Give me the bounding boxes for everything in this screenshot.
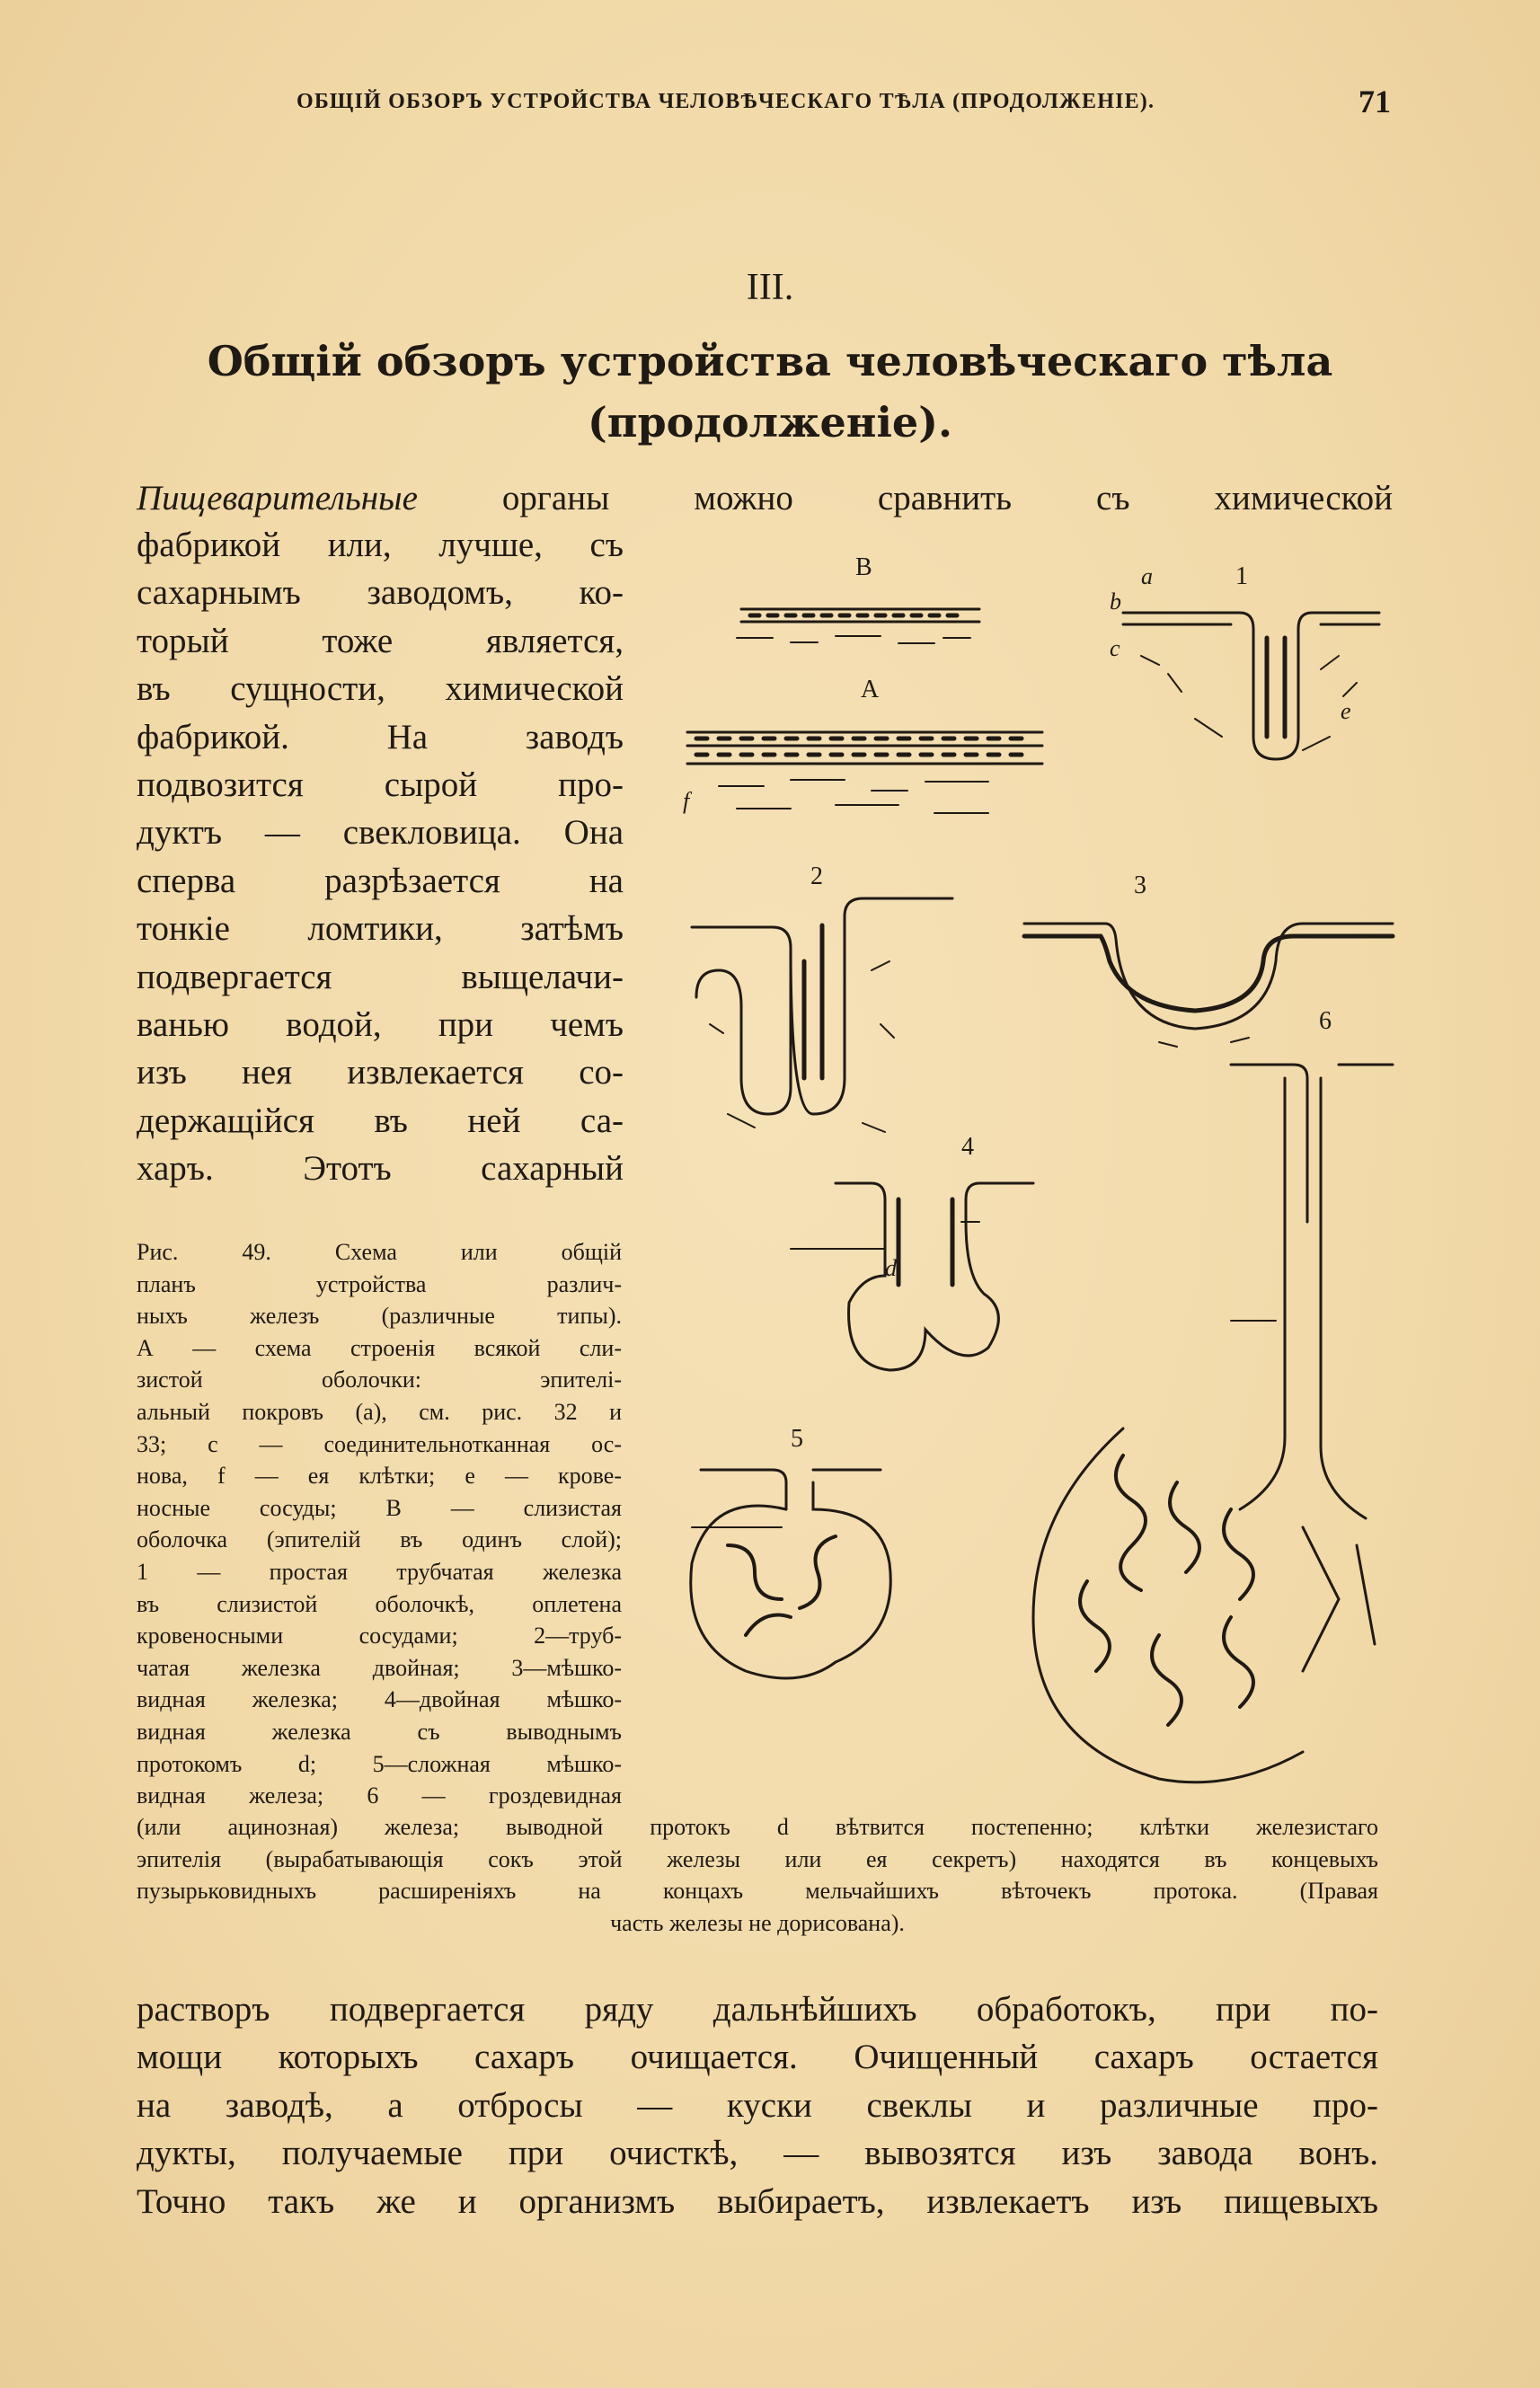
label-c: c <box>1110 635 1120 661</box>
caption-line: видная железа; 6 — гроздевидная <box>137 1782 622 1809</box>
caption-line: чатая железка двойная; 3—мѣшко- <box>137 1654 622 1681</box>
caption-line: эпителія (вырабатывающія сокъ этой железы или ея секретъ) находятся въ концевыхъ <box>137 1845 1378 1872</box>
label-b: B <box>855 553 872 581</box>
text-line: харъ. Этотъ сахарный <box>137 1149 624 1189</box>
caption-line: 1 — простая трубчатая железка <box>137 1558 622 1585</box>
caption-line: зистой оболочки: эпителі- <box>137 1366 622 1393</box>
caption-line: планъ устройства различ- <box>137 1270 622 1297</box>
text-line: подвозится сырой про- <box>137 765 624 805</box>
text-line: сперва разрѣзается на <box>137 861 624 900</box>
caption-line: часть железы не дорисована). <box>610 1909 905 1936</box>
text-line: подвергается выщелачи- <box>137 957 624 996</box>
panel-3-saccular <box>1024 924 1393 1047</box>
label-3: 3 <box>1134 871 1146 899</box>
section-title <box>135 331 1405 453</box>
panel-6-racemose <box>1033 1065 1393 1782</box>
text-line: фабрикой или, лучше, съ <box>137 526 624 564</box>
caption-line: видная железка съ выводнымъ <box>137 1718 622 1745</box>
label-b-lower: b <box>1110 588 1121 615</box>
text-line: изъ нея извлекается со- <box>137 1053 624 1092</box>
text-line: дукты, получаемые при очисткѣ, — вывозятся изъ завода вонъ. <box>137 2134 1378 2173</box>
figure-caption-left <box>137 1236 622 1812</box>
caption-line: носные сосуды; В — слизистая <box>137 1494 622 1521</box>
label-5: 5 <box>791 1425 803 1453</box>
intro-line <box>137 476 1393 521</box>
caption-line: кровеносными сосудами; 2—труб- <box>137 1623 622 1649</box>
text-line: на заводѣ, а отбросы — куски свеклы и различные про- <box>137 2085 1378 2125</box>
text-line: дуктъ — свекловица. Она <box>137 813 624 853</box>
label-1: 1 <box>1235 562 1248 590</box>
label-f: f <box>683 788 690 814</box>
body-text-bottom <box>137 1986 1378 2225</box>
text-line: держащійся въ ней са- <box>137 1101 624 1140</box>
caption-line: въ слизистой оболочкѣ, оплетена <box>137 1590 622 1617</box>
text-line: торый тоже является, <box>137 621 624 660</box>
caption-line: альный покровъ (а), см. рис. 32 и <box>137 1398 622 1425</box>
caption-line: пузырьковидныхъ расширеніяхъ на концахъ мельчайшихъ вѣточекъ протока. (Правая <box>137 1878 1378 1905</box>
panel-a-mucosa <box>687 732 1042 813</box>
caption-line: 33; с — соединительнотканная ос- <box>137 1430 622 1457</box>
caption-line: Рис. 49. Схема или общій <box>137 1239 622 1265</box>
text-line: мощи которыхъ сахаръ очищается. Очищенный сахаръ остается <box>137 2038 1378 2077</box>
text-line: ванью водой, при чемъ <box>137 1005 624 1045</box>
section-title-line-2: (продолженіе). <box>588 398 952 447</box>
running-head: ОБЩІЙ ОБЗОРЪ УСТРОЙСТВА ЧЕЛОВѢЧЕСКАГО ТѢЛА (ПРОДОЛЖЕНІЕ). <box>296 90 1155 113</box>
caption-line: А — схема строенія всякой сли- <box>137 1334 622 1361</box>
left-column-text <box>137 521 624 1193</box>
label-4: 4 <box>961 1133 974 1161</box>
text-line: растворъ подвергается ряду дальнѣйшихъ обработокъ, при по- <box>137 1990 1378 2029</box>
gland-diagram <box>656 539 1402 1797</box>
caption-line: нова, f — ея клѣтки; е — крове- <box>137 1463 622 1490</box>
page-number: 71 <box>1359 84 1391 119</box>
panel-5-compound-saccular <box>691 1470 891 1678</box>
caption-line: ныхъ железъ (различные типы). <box>137 1303 622 1330</box>
panel-b-mucosa <box>737 609 979 643</box>
label-e: e <box>1341 698 1351 724</box>
section-number: III. <box>746 267 794 308</box>
caption-line: видная железка; 4—двойная мѣшко- <box>137 1686 622 1713</box>
figure-caption-full <box>137 1811 1378 1939</box>
label-6: 6 <box>1319 1007 1332 1035</box>
text-line: Точно такъ же и организмъ выбираетъ, извлекаетъ изъ пищевыхъ <box>137 2181 1378 2221</box>
label-a: a <box>1141 563 1153 589</box>
label-a-upper: A <box>861 676 880 703</box>
label-d: d <box>885 1255 897 1281</box>
panel-2-double-tubular <box>692 898 952 1132</box>
label-2: 2 <box>810 862 823 890</box>
text-line: фабрикой. На заводъ <box>137 717 624 756</box>
section-title-line-1: Общій обзоръ устройства человѣческаго тѣла <box>207 337 1333 385</box>
intro-rest: органы можно сравнить съ химической <box>417 479 1393 517</box>
panel-4-double-saccular <box>791 1183 1033 1370</box>
caption-line: протокомъ d; 5—сложная мѣшко- <box>137 1750 622 1777</box>
text-line: въ сущности, химической <box>137 669 624 709</box>
panel-1-tubular-gland <box>1123 613 1379 759</box>
text-line: сахарнымъ заводомъ, ко- <box>137 573 624 613</box>
caption-line: оболочка (эпителій въ одинъ слой); <box>137 1526 622 1553</box>
text-line: тонкіе ломтики, затѣмъ <box>137 909 624 949</box>
gland-diagram-figure <box>656 539 1402 1797</box>
intro-italic-word: Пищеварительные <box>137 479 418 517</box>
caption-line: (или ацинозная) железа; выводной протокъ d вѣтвится постепенно; клѣтки железистаго <box>137 1814 1378 1840</box>
